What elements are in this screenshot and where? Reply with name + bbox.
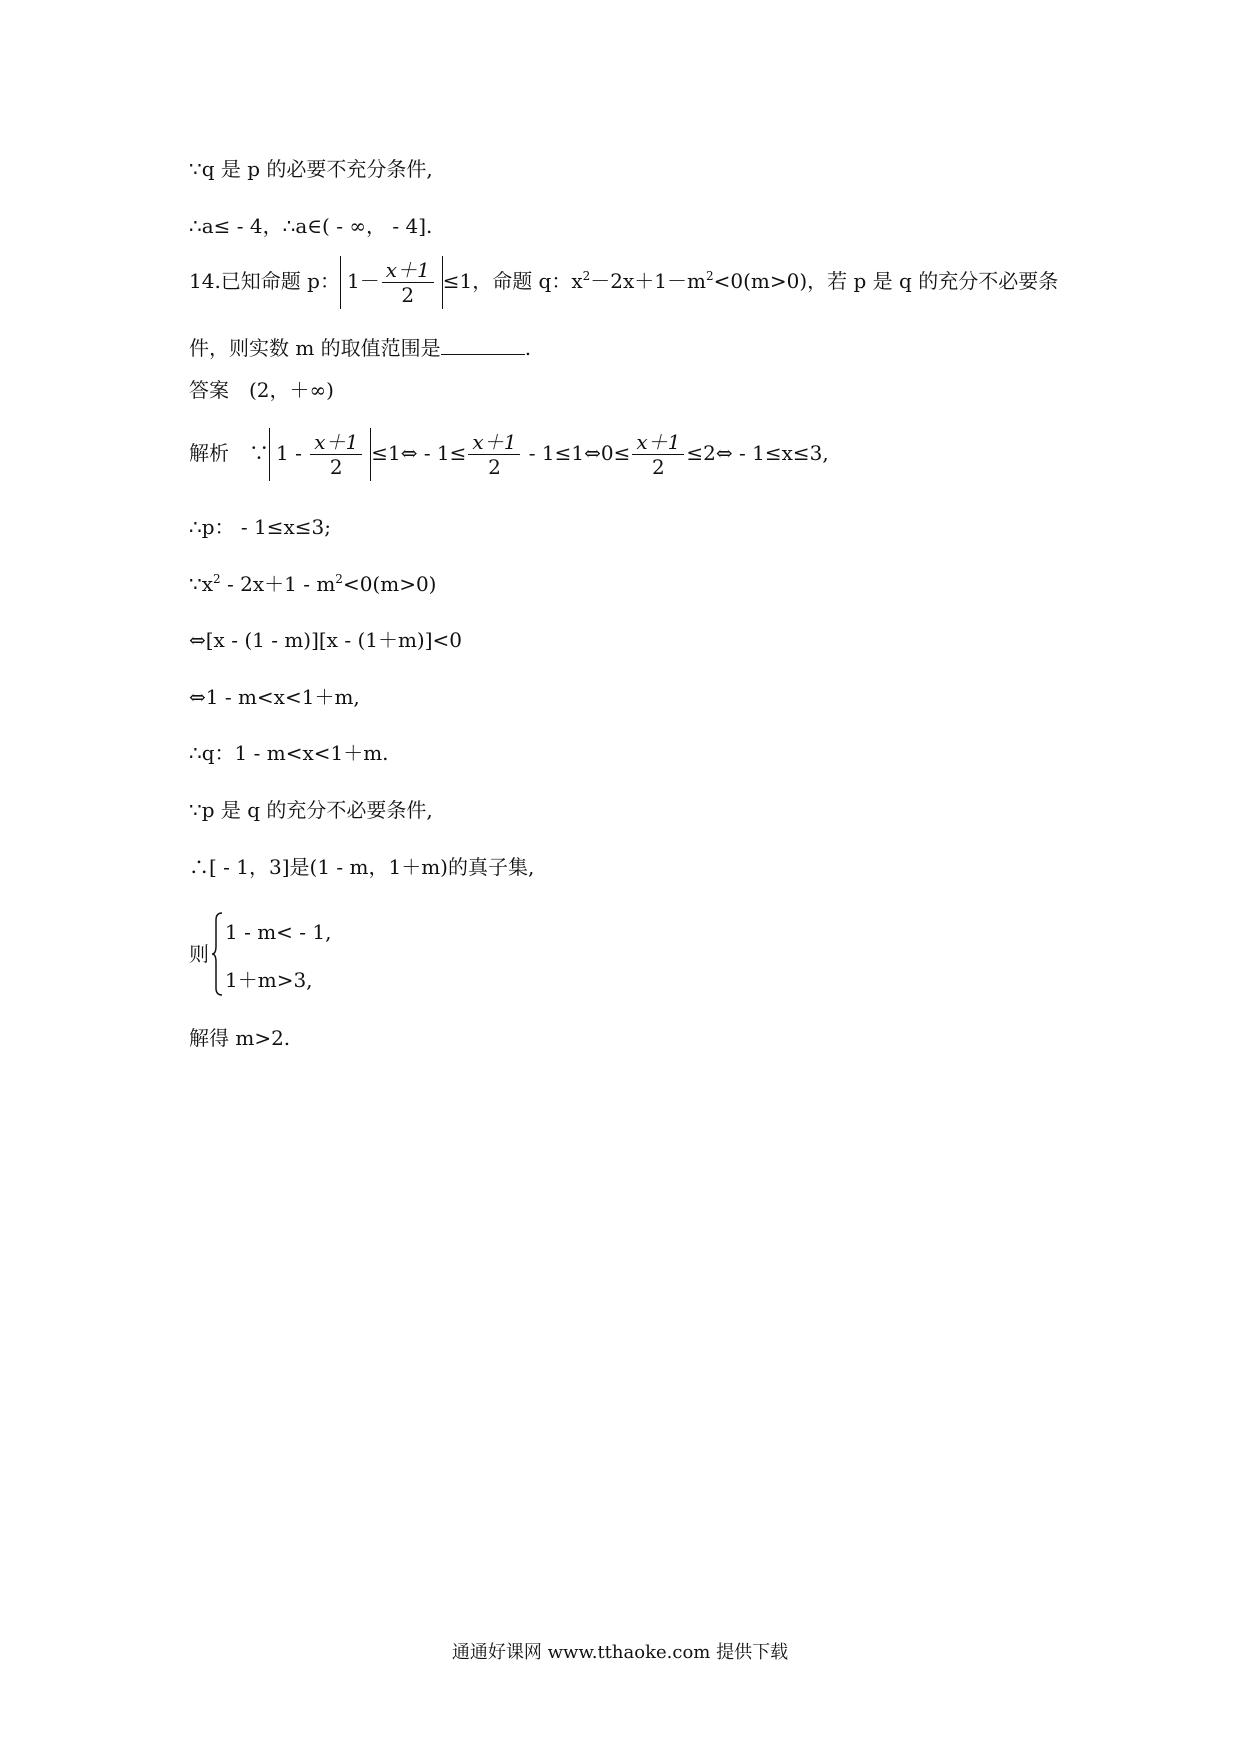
abs-one: 1－ [346, 269, 380, 293]
result-line: 解得 m>2. [189, 1026, 291, 1050]
superscript: 2 [582, 269, 591, 283]
inequality-a: ∵x [189, 572, 214, 596]
question-mid: ≤1，命题 q：x [442, 269, 583, 293]
inequality-line [189, 570, 436, 598]
superscript: 2 [213, 572, 221, 586]
solution-seg3: ≤2⇔ - 1≤x≤3, [686, 441, 829, 465]
fraction-denominator: 2 [652, 455, 665, 479]
question-14-line2 [189, 334, 531, 362]
factor-line: ⇔[x - (1 - m)][x - (1＋m)]<0 [189, 628, 463, 652]
fraction-numerator: x＋1 [632, 430, 684, 455]
subset-line: ∴[ - 1，3]是(1 - m，1＋m)的真子集, [189, 855, 535, 879]
system-label: 则 [189, 942, 209, 966]
line-a-range: ∴a≤ - 4，∴a∈( - ∞， - 4]. [189, 214, 433, 238]
answer-blank [441, 334, 525, 355]
line-necessary-condition: ∵q 是 p 的必要不充分条件, [189, 157, 433, 181]
fraction-numerator: x＋1 [468, 430, 520, 455]
abs-value [269, 428, 371, 481]
question-prefix: 14.已知命题 p： [189, 269, 340, 293]
abs-value [340, 256, 443, 309]
question-line2-end: . [524, 336, 532, 360]
fraction-numerator: x＋1 [310, 430, 362, 455]
interval-line: ⇔1 - m<x<1＋m, [189, 685, 360, 709]
solution-label: 解析 ∵ [189, 441, 269, 465]
fraction [382, 258, 434, 307]
fraction [632, 430, 684, 479]
q-range-line: ∴q：1 - m<x<1＋m. [189, 741, 389, 765]
question-mid2: －2x＋1－m [590, 269, 706, 293]
solution-line [189, 428, 829, 481]
inequality-c: <0(m>0) [342, 572, 437, 596]
question-tail: <0(m>0)，若 p 是 q 的充分不必要条 [713, 269, 1059, 293]
fraction [468, 430, 520, 479]
system-row-1: 1 - m< - 1, [225, 920, 332, 944]
question-line2-text: 件，则实数 m 的取值范围是 [189, 336, 441, 360]
abs-one: 1 - [276, 441, 309, 465]
p-range-line: ∴p： - 1≤x≤3; [189, 515, 331, 539]
fraction-denominator: 2 [488, 455, 501, 479]
footer-text: 通通好课网 www.tthaoke.com 提供下载 [451, 1642, 789, 1663]
fraction-denominator: 2 [329, 455, 343, 479]
fraction-denominator: 2 [401, 283, 415, 307]
fraction [310, 430, 362, 479]
solution-seg1: ≤1⇔ - 1≤ [371, 441, 467, 465]
answer-line: 答案 (2，＋∞) [189, 378, 334, 402]
question-14 [189, 256, 1058, 309]
fraction-numerator: x＋1 [382, 258, 434, 283]
left-brace-icon [211, 912, 223, 996]
superscript: 2 [335, 572, 343, 586]
solution-seg2: - 1≤1⇔0≤ [522, 441, 631, 465]
inequality-b: - 2x＋1 - m [220, 572, 336, 596]
superscript: 2 [705, 269, 714, 283]
condition-line: ∵p 是 q 的充分不必要条件, [189, 798, 433, 822]
system-row-2: 1＋m>3, [225, 968, 313, 992]
